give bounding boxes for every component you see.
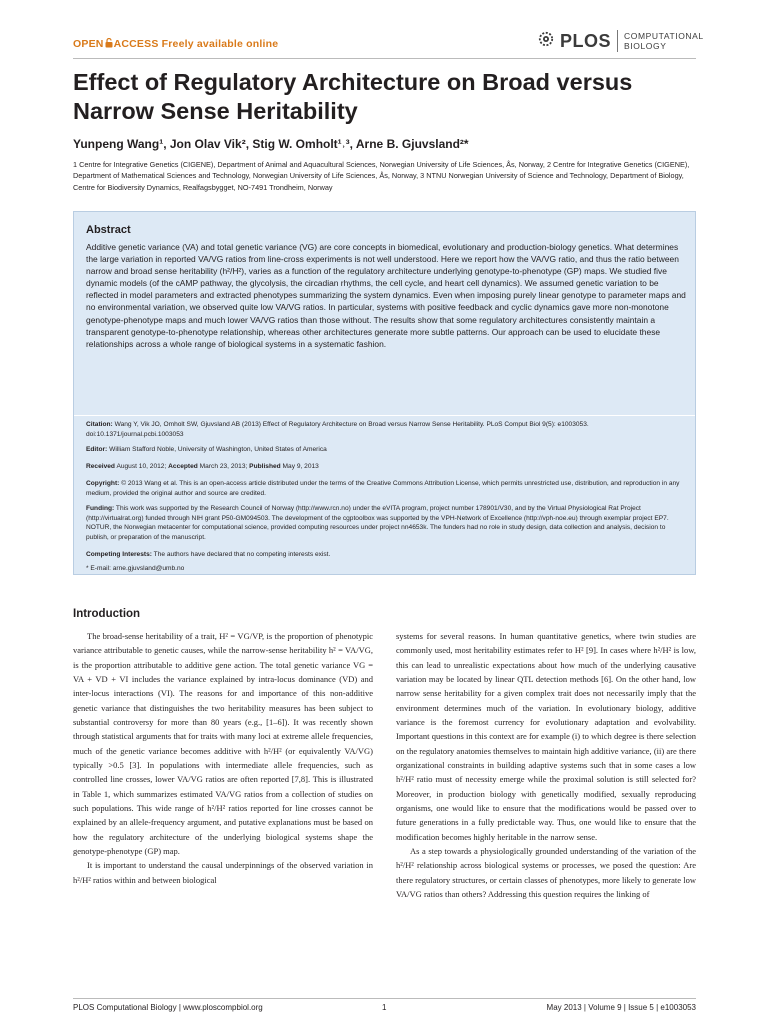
- footer-issue: May 2013 | Volume 9 | Issue 5 | e1003053: [546, 1003, 696, 1012]
- competing-label: Competing Interests:: [86, 551, 152, 558]
- editor: [86, 445, 686, 455]
- header-divider: [73, 58, 696, 59]
- abstract-box: [73, 211, 696, 575]
- corresponding-email[interactable]: * E-mail: arne.gjuvsland@umb.no: [86, 565, 185, 572]
- open-access-banner: [73, 38, 278, 51]
- paragraph: systems for several reasons. In human quantitative genetics, where twin studies are commonly used, most heritability estimates refer to H² [9]. In cases where h²/H² is low, this can lead to unrealistic expectations about how much of the underlying causative variation may be located by linear QTL detection methods [6]. On the other hand, low narrow sense heritability for a given complex trait does not necessarily imply that the environment determines much of the variation. In evolutionary biology, additive variance is the foremost currency for evolutionary adaptation and evolvability. Important questions in this context are for example (i) to which degree is there selection on the regulatory anatomies themselves to maintain high additive variance, (ii) are there organizational constraints in building adaptive systems such that in some cases a low h²/H² ratio must of necessity emerge while the proximal solution is still selected for? Moreover, in production biology with genetically modified, sexually reproducing organisms, one would like to ensure that the modifications would be passed over to future generations in a fully predictable way. Thus, one would like to ensure that the modification becomes highly heritable in the narrow sense.: [396, 631, 696, 842]
- funding: [86, 504, 686, 542]
- copyright-label: Copyright:: [86, 480, 120, 487]
- dates: [86, 462, 686, 472]
- funding-label: Funding:: [86, 505, 115, 512]
- published-date: May 9, 2013: [282, 463, 319, 470]
- published-label: Published: [249, 463, 281, 470]
- access-label: ACCESS Freely available online: [113, 38, 279, 50]
- received-label: Received: [86, 463, 115, 470]
- section-heading-introduction: Introduction: [73, 608, 141, 620]
- open-lock-icon: [105, 38, 113, 51]
- plos-emblem-icon: [536, 29, 556, 54]
- funding-text: This work was supported by the Research Council of Norway (http://www.rcn.no) under the eVITA program, project number 178901/V30, and by the Virtual Physiological Rat Project (http://virtualrat.org) funded through NIH grant P50-GM094503. The development of the cgptoolbox was supported by the VPH-Network of Excellence (http://vph-noe.eu) through exemplar project EP7. NOTUR, the Norwegian metacenter for computational science, provided computing resources under project nn4653k. The funders had no role in study design, data collection and analysis, decision to publish, or preparation of the manuscript.: [86, 505, 669, 541]
- paragraph: It is important to understand the causal underpinnings of the observed variation in h²/H² ratios within and between biological: [73, 860, 373, 885]
- competing-text: The authors have declared that no competing interests exist.: [153, 551, 331, 558]
- plos-logo[interactable]: [536, 28, 704, 54]
- competing-interests: [86, 550, 686, 560]
- logo-divider: [617, 30, 618, 52]
- paragraph: As a step towards a physiologically grounded understanding of the variation of the h²/H² relationship across biological systems or processes, we posed the question: Are there regulatory structures, or certain classes of phenotypes, more likely to generate low VA/VG ratios than others? Addressing this question requires the linking of: [396, 845, 696, 899]
- citation-text: Wang Y, Vik JO, Omholt SW, Gjuvsland AB (2013) Effect of Regulatory Architecture on Broad versus Narrow Sense Heritability. PLoS Comput Biol 9(5): e1003053. doi:10.1371/journal.pcbi.1003053: [86, 421, 589, 438]
- citation: [86, 420, 686, 439]
- editor-label: Editor:: [86, 446, 108, 453]
- citation-label: Citation:: [86, 421, 113, 428]
- copyright: [86, 479, 686, 498]
- footer-journal[interactable]: PLOS Computational Biology | www.ploscompbiol.org: [73, 1003, 263, 1012]
- affiliations: 1 Centre for Integrative Genetics (CIGENE), Department of Animal and Aquacultural Sciences, Norwegian University of Life Sciences, Ås, Norway, 2 Centre for Integrative Genetics (CIGENE), Department of Mathematical Sciences and Technology, Norwegian University of Life Sciences, Ås, Norway, 3 NTNU Norwegian University of Science and Technology, Department of Biology, Centre for Biodiversity Dynamics, Realfagsbygget, NO-7491 Trondheim, Norway: [73, 160, 690, 192]
- received-date: August 10, 2012;: [116, 463, 167, 470]
- copyright-text: © 2013 Wang et al. This is an open-access article distributed under the terms of the Creative Commons Attribution License, which permits unrestricted use, distribution, and reproduction in any medium, provided the original author and source are credited.: [86, 480, 680, 497]
- open-label: OPEN: [73, 38, 104, 50]
- journal-name-line1: COMPUTATIONAL: [624, 31, 704, 41]
- abstract-divider: [74, 415, 695, 416]
- paragraph: The broad-sense heritability of a trait, H² = VG/VP, is the proportion of phenotypic variance attributable to genetic causes, while the narrow-sense heritability h² = VA/VG, is the proportion attributable to additive gene action. The total genetic variance VG = VA + VD + VI includes the variance explained by intra-locus dominance (VD) and inter-locus interactions (VI). The reasons for and importance of this non-additive genetic variance that distinguishes the two heritability measures has been subject to substantial controversy for more than 80 years (e.g., [1–6]). It was recently shown through statistical arguments that for traits with many loci at extreme allele frequencies, much of the genetic variance becomes additive with h²/H² (or equivalently VA/VG) typically >0.5 [3]. In populations with intermediate allele frequencies, such as controlled line crosses, lower VA/VG ratios are often reported [7,8]. This is illustrated in Table 1, which summarizes estimated VA/VG ratios from a collection of studies on such populations. This wide range of h²/H² ratios reported for line crosses cannot be explained by an allele-frequency argument, and putative explanations must be based on how the regulatory architecture of the underlying biological systems shape the genotype-phenotype (GP) map.: [73, 631, 373, 856]
- abstract-heading: Abstract: [86, 224, 131, 236]
- publisher-name: PLOS: [560, 30, 612, 51]
- page-number: 1: [382, 1003, 387, 1012]
- body-column-left: [73, 629, 373, 887]
- editor-text: William Stafford Noble, University of Washington, United States of America: [109, 446, 327, 453]
- journal-name-line2: BIOLOGY: [624, 41, 667, 51]
- accepted-label: Accepted: [168, 463, 198, 470]
- article-title: Effect of Regulatory Architecture on Broad versus Narrow Sense Heritability: [73, 69, 633, 124]
- author-list: Yunpeng Wang¹, Jon Olav Vik², Stig W. Omholt¹˒³, Arne B. Gjuvsland²*: [73, 137, 469, 151]
- body-column-right: [396, 629, 696, 901]
- footer-divider: [73, 998, 696, 999]
- journal-name: [624, 31, 704, 51]
- abstract-text: Additive genetic variance (VA) and total genetic variance (VG) are core concepts in biomedical, evolutionary and production-biology genetics. What determines the large variation in reported VA/VG ratios from line-cross experiments is not well understood. Here we report how the VA/VG ratio, and thus the ratio between narrow and broad sense heritability (h²/H²), varies as a function of the regulatory architecture underlying genotype-to-phenotype (GP) maps. We studied five dynamic models (of the cAMP pathway, the glycolysis, the circadian rhythms, the cell cycle, and heart cell dynamics). We assumed genetic variation to be reflected in model parameters and extracted phenotypes summarizing the system dynamics. Even when imposing purely linear genotype to parameter maps and no environmental variation, we observed quite low VA/VG ratios. In particular, systems with positive feedback and cyclic dynamics gave more non-monotone genotype-phenotype maps and much lower VA/VG ratios than those without. The results show that some regulatory architectures consistently maintain a transparent genotype-to-phenotype relationship, whereas other architectures generate more subtle patterns. Our approach can be used to elucidate these relationships across a whole range of biological systems in a systematic fashion.: [86, 242, 686, 349]
- accepted-date: March 23, 2013;: [199, 463, 248, 470]
